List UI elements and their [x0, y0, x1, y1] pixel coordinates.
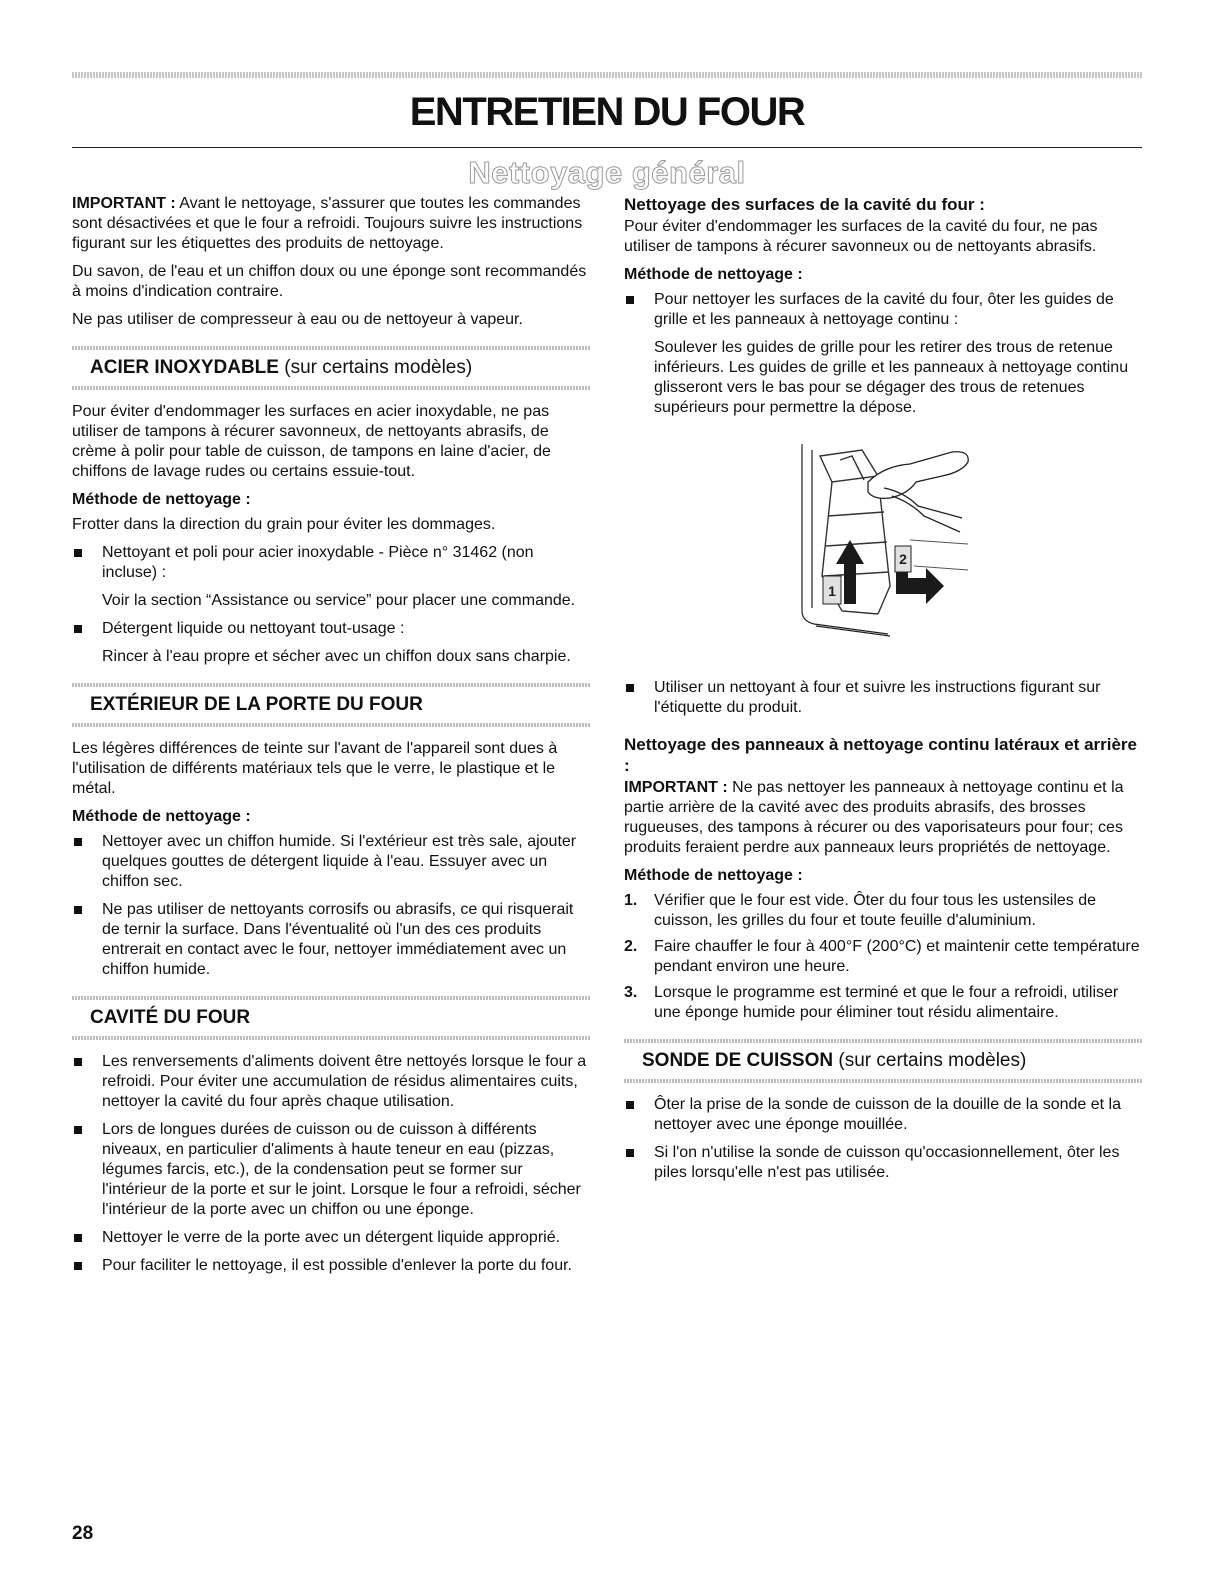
- bullet-item: Pour nettoyer les surfaces de la cavité du four, ôter les guides de grille et les panneaux à nettoyage continu :: [624, 290, 1142, 330]
- rack-guide-removal-illustration: [792, 436, 1032, 654]
- important-note: [72, 194, 590, 254]
- numbered-step: [624, 983, 1142, 1023]
- bullet-item: Nettoyer le verre de la porte avec un détergent liquide approprié.: [72, 1228, 590, 1248]
- page-number: 28: [72, 1523, 94, 1544]
- important-text: Ne pas nettoyer les panneaux à nettoyage continu et la partie arrière de la cavité avec des produits abrasifs, des brosses rugueuses, des tampons à récurer ou des vaporisateurs pour four; ces produits feraient perdre aux panneaux leurs propriétés de nettoyage.: [624, 779, 1124, 856]
- method-heading: Méthode de nettoyage :: [624, 266, 803, 283]
- right-column: [624, 194, 1142, 1191]
- section-header-sonde: [624, 1039, 1142, 1083]
- section-title-bold: EXTÉRIEUR DE LA PORTE DU FOUR: [90, 694, 423, 715]
- section-hatch-bottom: [72, 723, 590, 727]
- surfaces-heading: Nettoyage des surfaces de la cavité du four :: [624, 195, 985, 214]
- panneaux-heading: Nettoyage des panneaux à nettoyage continu latéraux et arrière :: [624, 735, 1137, 775]
- bullet-item: Pour faciliter le nettoyage, il est possible d'enlever la porte du four.: [72, 1256, 590, 1276]
- step-number: 2.: [624, 938, 638, 955]
- bullet-item: Les renversements d'aliments doivent être nettoyés lorsque le four a refroidi. Pour éviter une accumulation de résidus alimentaires cuits, nettoyer la cavité du four après chaque utilisation.: [72, 1052, 590, 1112]
- bullet-item: Si l'on n'utilise la sonde de cuisson qu'occasionnellement, ôter les piles lorsqu'elle n'est pas utilisée.: [624, 1143, 1142, 1183]
- page-title: ENTRETIEN DU FOUR: [409, 90, 805, 134]
- step-number: 1.: [624, 892, 638, 909]
- section-header-exterieur: [72, 683, 590, 727]
- surfaces-intro: Pour éviter d'endommager les surfaces de la cavité du four, ne pas utiliser de tampons à récurer savonneux ou de nettoyants abrasifs.: [624, 218, 1098, 255]
- top-hatch-bar: [72, 72, 1142, 78]
- step-2-label: 2: [899, 551, 907, 567]
- page-subtitle: Nettoyage général: [468, 155, 746, 190]
- section-hatch-top: [72, 346, 590, 350]
- cabinet-lines: [910, 540, 968, 570]
- section-hatch-bottom: [72, 1036, 590, 1040]
- step-number: 3.: [624, 984, 638, 1001]
- bullet-item: Détergent liquide ou nettoyant tout-usage :: [72, 619, 590, 639]
- step-text: Lorsque le programme est terminé et que le four a refroidi, utiliser une éponge humide pour éliminer tout résidu alimentaire.: [654, 984, 1119, 1021]
- step-text: Vérifier que le four est vide. Ôter du four tous les ustensiles de cuisson, les grilles du four et toute feuille d'aluminium.: [654, 892, 1097, 929]
- important-label: IMPORTANT :: [624, 779, 728, 796]
- bullet-item: Lors de longues durées de cuisson ou de cuisson à différents niveaux, en particulier d'aliments à haute teneur en eau (pizzas, légumes farcis, etc.), de la condensation peut se former sur l'intérieur de la porte et sur le joint. Lorsque le four a refroidi, sécher l'intérieur de la porte avec un chiffon ou une éponge.: [72, 1120, 590, 1220]
- numbered-step: [624, 937, 1142, 977]
- exterieur-intro: Les légères différences de teinte sur l'avant de l'appareil sont dues à l'utilisation de différents matériaux tels que le verre, le plastique et le métal.: [72, 740, 558, 797]
- section-hatch-bottom: [72, 386, 590, 390]
- bullet-item: Nettoyer avec un chiffon humide. Si l'extérieur est très sale, ajouter quelques gouttes de détergent liquide à l'eau. Essuyer avec un chiffon sec.: [72, 832, 590, 892]
- step-1-label: 1: [828, 583, 836, 599]
- section-hatch-bottom: [624, 1079, 1142, 1083]
- arrow-right-step-2: [895, 546, 944, 604]
- no-pressure-washer-paragraph: Ne pas utiliser de compresseur à eau ou de nettoyeur à vapeur.: [72, 311, 523, 328]
- section-title-note: (sur certains modèles): [278, 357, 473, 378]
- acier-method-text: Frotter dans la direction du grain pour éviter les dommages.: [72, 516, 496, 533]
- bullet-subtext: Soulever les guides de grille pour les retirer des trous de retenue inférieurs. Les guides de grille et les panneaux à nettoyage continu glisseront vers le bas pour se dégager des trous de retenues supérieurs pour permettre la dépose.: [654, 339, 1129, 416]
- numbered-step: [624, 891, 1142, 931]
- step-text: Faire chauffer le four à 400°F (200°C) et maintenir cette température pendant environ une heure.: [654, 938, 1140, 975]
- left-column: [72, 194, 590, 1284]
- method-heading: Méthode de nettoyage :: [624, 867, 803, 884]
- important-label: IMPORTANT :: [72, 195, 176, 212]
- important-text: Avant le nettoyage, s'assurer que toutes les commandes sont désactivées et que le four a refroidi. Toujours suivre les instructions figurant sur les étiquettes des produits de nettoyage.: [72, 195, 583, 252]
- section-title-note: (sur certains modèles): [833, 1050, 1027, 1071]
- acier-intro: Pour éviter d'endommager les surfaces en acier inoxydable, ne pas utiliser de tampons à récurer savonneux, de nettoyants abrasifs, de crème à polir pour table de cuisson, de tampons en laine d'acier, de chiffons de lavage rudes ou certains essuie-tout.: [72, 403, 551, 480]
- bullet-subtext: Voir la section “Assistance ou service” pour placer une commande.: [102, 592, 576, 609]
- section-title: [90, 357, 590, 379]
- section-title: [642, 1050, 1142, 1072]
- section-title-bold: SONDE DE CUISSON: [642, 1050, 834, 1071]
- section-header-acier: [72, 346, 590, 390]
- bullet-subtext: Rincer à l'eau propre et sécher avec un chiffon doux sans charpie.: [102, 648, 571, 665]
- bullet-item: Nettoyant et poli pour acier inoxydable - Pièce n° 31462 (non incluse) :: [72, 543, 590, 583]
- title-rule: [72, 147, 1142, 148]
- section-hatch-top: [624, 1039, 1142, 1043]
- bullet-item: Ne pas utiliser de nettoyants corrosifs ou abrasifs, ce qui risquerait de ternir la surface. Dans l'éventualité où l'un des ces produits entrerait en contact avec le four, nettoyer immédiatement avec un chiffon humide.: [72, 900, 590, 980]
- soap-paragraph: Du savon, de l'eau et un chiffon doux ou une éponge sont recommandés à moins d'indication contraire.: [72, 263, 587, 300]
- section-title-bold: CAVITÉ DU FOUR: [90, 1007, 251, 1028]
- bullet-item: Ôter la prise de la sonde de cuisson de la douille de la sonde et la nettoyer avec une éponge mouillée.: [624, 1095, 1142, 1135]
- bullet-item: Utiliser un nettoyant à four et suivre les instructions figurant sur l'étiquette du produit.: [624, 678, 1142, 718]
- section-hatch-top: [72, 996, 590, 1000]
- method-heading: Méthode de nettoyage :: [72, 808, 251, 825]
- section-hatch-top: [72, 683, 590, 687]
- section-header-cavite: [72, 996, 590, 1040]
- section-title-bold: ACIER INOXYDABLE: [90, 357, 279, 378]
- method-heading: Méthode de nettoyage :: [72, 491, 251, 508]
- arrow-up-step-1: [823, 540, 864, 604]
- section-title: [90, 1007, 590, 1029]
- section-title: [90, 694, 590, 716]
- panneaux-important: [624, 778, 1142, 858]
